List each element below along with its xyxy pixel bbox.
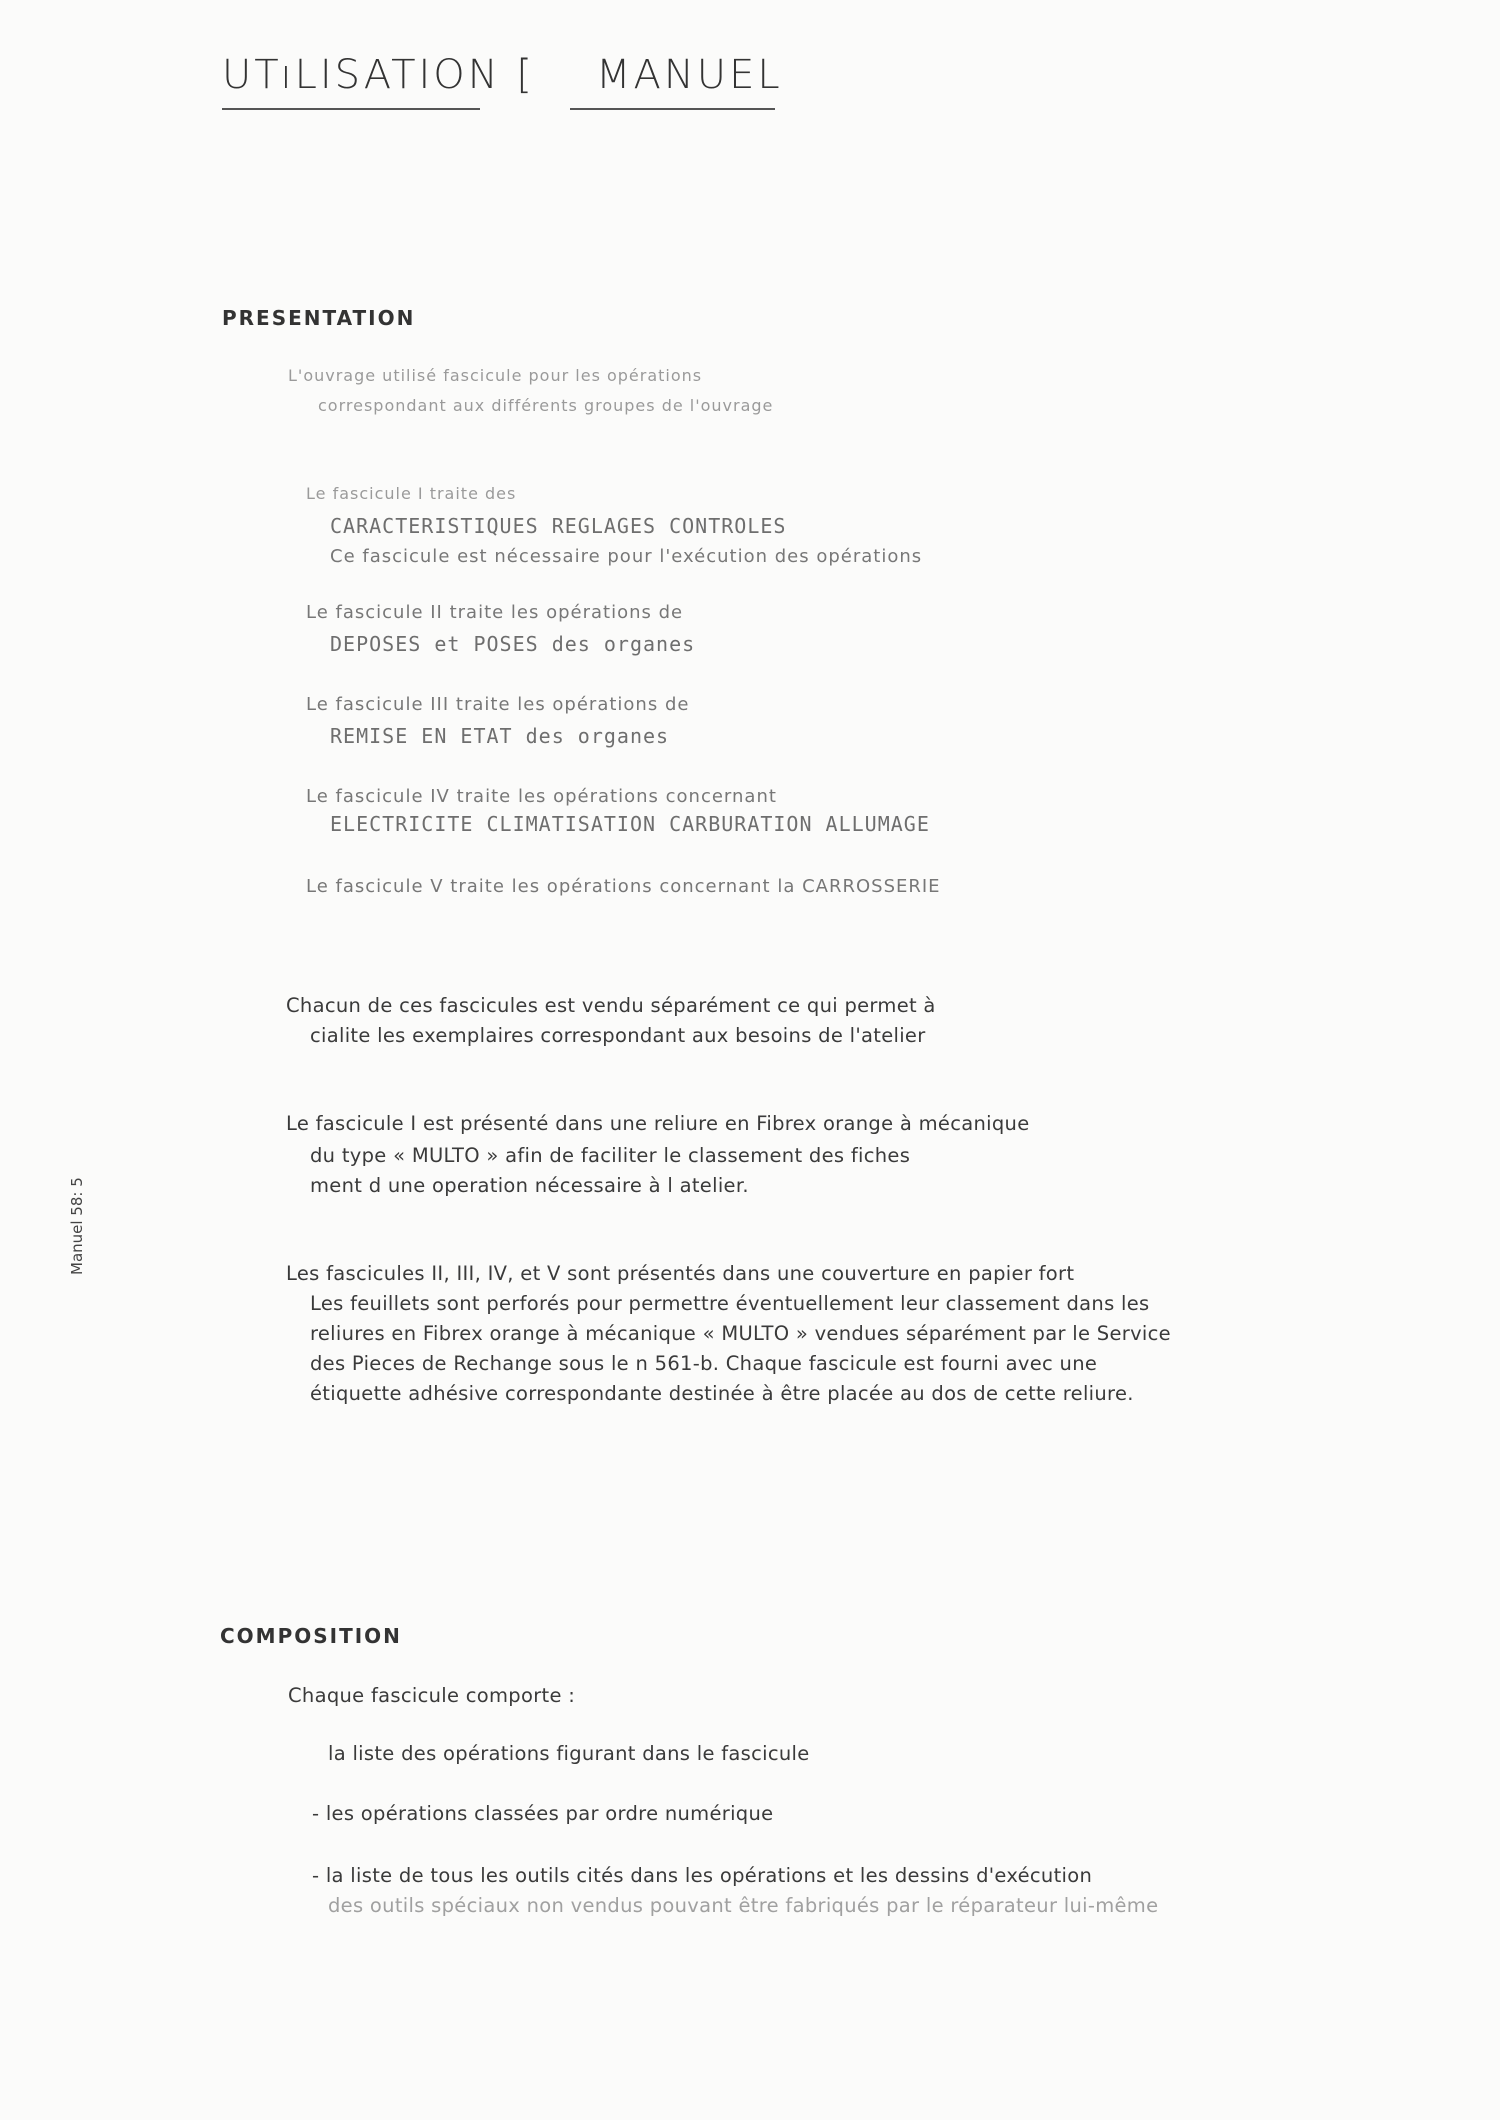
composition-intro: Chaque fascicule comporte :	[288, 1684, 576, 1707]
page-title-left: UTıLISATION [	[222, 52, 536, 98]
fascicule-4-line-1: Le fascicule IV traite les opérations concernant	[306, 786, 777, 807]
section-heading-composition: COMPOSITION	[220, 1624, 402, 1648]
presentation-intro-line-1: L'ouvrage utilisé fascicule pour les opérations	[288, 366, 703, 385]
fascicule1-desc-line-2: du type « MULTO » afin de faciliter le classement des fiches	[310, 1144, 911, 1167]
fascicule1-desc-line-1: Le fascicule I est présenté dans une reliure en Fibrex orange à mécanique	[286, 1112, 1030, 1135]
fascicule-1-line-2: CARACTERISTIQUES REGLAGES CONTROLES	[330, 514, 787, 538]
composition-item-3-line-1: - la liste de tous les outils cités dans les opérations et les dessins d'exécution	[312, 1864, 1093, 1887]
fascicule-1-line-3: Ce fascicule est nécessaire pour l'exécution des opérations	[330, 546, 923, 567]
vendu-line-1: Chacun de ces fascicules est vendu séparément ce qui permet à	[286, 994, 936, 1017]
vendu-line-2: cialite les exemplaires correspondant aux besoins de l'atelier	[310, 1024, 926, 1047]
composition-item-1: la liste des opérations figurant dans le fascicule	[328, 1742, 810, 1765]
fascicules-desc-line-3: reliures en Fibrex orange à mécanique « MULTO » vendues séparément par le Service	[310, 1322, 1171, 1345]
fascicule-5-line-1: Le fascicule V traite les opérations concernant la CARROSSERIE	[306, 876, 941, 897]
fascicules-desc-line-4: des Pieces de Rechange sous le n 561-b. Chaque fascicule est fourni avec une	[310, 1352, 1098, 1375]
section-heading-presentation: PRESENTATION	[222, 306, 416, 330]
fascicule-3-line-2: REMISE EN ETAT des organes	[330, 724, 670, 748]
fascicules-desc-line-2: Les feuillets sont perforés pour permettre éventuellement leur classement dans les	[310, 1292, 1150, 1315]
fascicule-1-line-1: Le fascicule I traite des	[306, 484, 517, 503]
title-underline-left	[222, 108, 480, 110]
fascicule1-desc-line-3: ment d une operation nécessaire à l atelier.	[310, 1174, 749, 1197]
side-label: Manuel 58: 5	[68, 1177, 86, 1275]
presentation-intro-line-2: correspondant aux différents groupes de l'ouvrage	[318, 396, 774, 415]
fascicule-4-line-2: ELECTRICITE CLIMATISATION CARBURATION ALLUMAGE	[330, 812, 930, 836]
fascicule-3-line-1: Le fascicule III traite les opérations de	[306, 694, 690, 715]
page-title-right: MANUEL	[596, 52, 783, 98]
fascicule-2-line-1: Le fascicule II traite les opérations de	[306, 602, 684, 623]
title-underline-right	[570, 108, 775, 110]
composition-item-2: - les opérations classées par ordre numérique	[312, 1802, 774, 1825]
fascicule-2-line-2: DEPOSES et POSES des organes	[330, 632, 696, 656]
fascicules-desc-line-5: étiquette adhésive correspondante destinée à être placée au dos de cette reliure.	[310, 1382, 1134, 1405]
composition-item-3-line-2: des outils spéciaux non vendus pouvant être fabriqués par le réparateur lui-même	[328, 1894, 1159, 1917]
fascicules-desc-line-1: Les fascicules II, III, IV, et V sont présentés dans une couverture en papier fort	[286, 1262, 1075, 1285]
